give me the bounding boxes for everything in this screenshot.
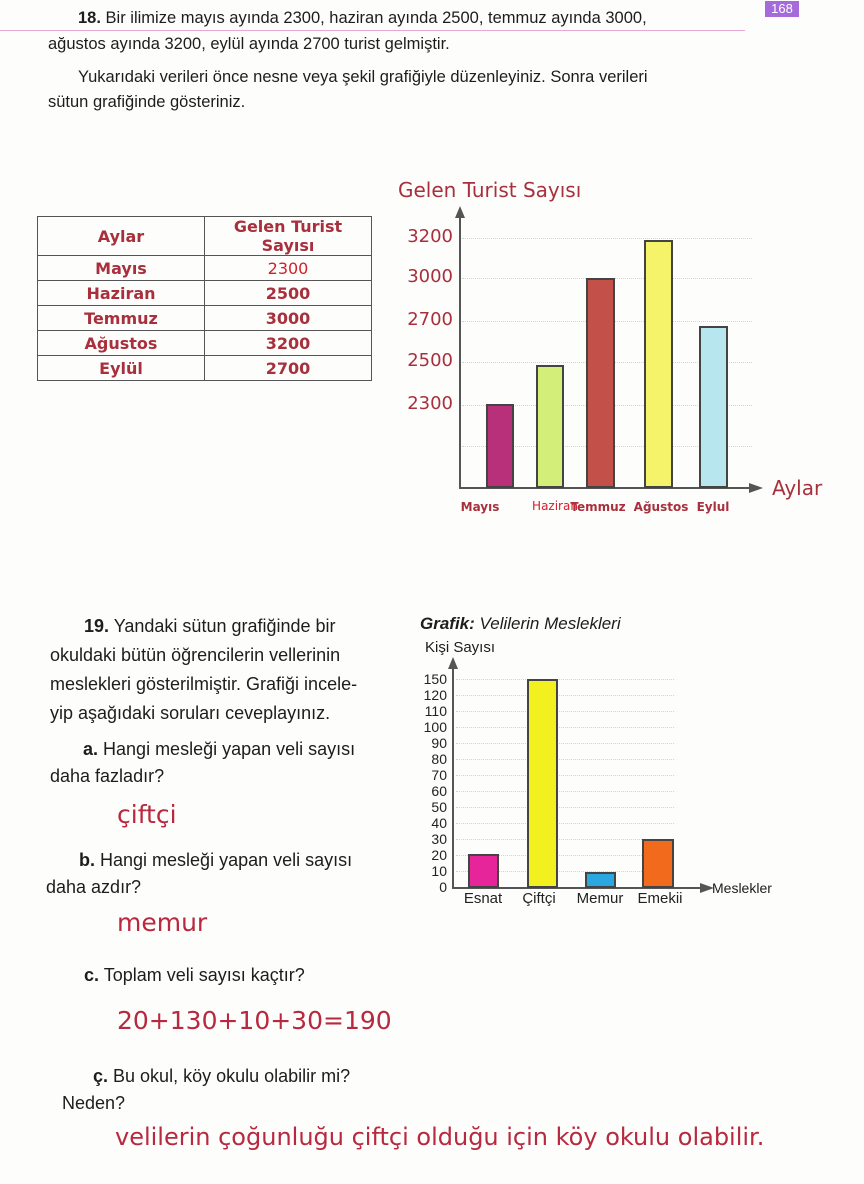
q19-prompt bbox=[50, 612, 385, 728]
q19-p3: meslekleri gösterilmiştir. Grafiği incele- bbox=[50, 674, 358, 694]
gridline bbox=[456, 743, 674, 744]
table-cell: 2500 bbox=[205, 281, 372, 306]
y-tick: 150 bbox=[423, 671, 447, 687]
y-tick: 40 bbox=[431, 815, 447, 831]
table-header-count: Gelen Turist Sayısı bbox=[205, 217, 372, 256]
x-label: Ağustos bbox=[633, 500, 689, 514]
q18-instr1: Yukarıdaki verileri önce nesne veya şekil grafiğiyle düzenleyiniz. Sonra verileri bbox=[78, 68, 648, 86]
q19-a bbox=[50, 736, 355, 790]
q19-b-q1: Hangi mesleği yapan veli sayısı bbox=[100, 850, 353, 870]
q19-p1: Yandaki sütun grafiğinde bir bbox=[113, 616, 336, 636]
bar-agustos bbox=[644, 240, 673, 488]
chart1-y-axis bbox=[459, 214, 461, 488]
y-tick: 60 bbox=[431, 783, 447, 799]
chart2-title bbox=[420, 614, 621, 634]
gridline bbox=[462, 238, 752, 239]
q18-line1 bbox=[78, 5, 647, 31]
bar-mayis bbox=[486, 404, 514, 488]
bar-ciftci bbox=[527, 679, 558, 888]
y-tick: 3200 bbox=[407, 226, 453, 247]
table-header-months: Aylar bbox=[38, 217, 205, 256]
gridline bbox=[456, 807, 674, 808]
y-tick: 80 bbox=[431, 751, 447, 767]
chart2-ylabel: Kişi Sayısı bbox=[425, 639, 496, 656]
q19-c-label: c. bbox=[84, 965, 100, 985]
q19-number: 19. bbox=[84, 616, 110, 636]
q19-c-q1: Toplam veli sayısı kaçtır? bbox=[103, 965, 305, 985]
q18-number: 18. bbox=[78, 9, 101, 27]
table-cell: 2700 bbox=[205, 356, 372, 381]
q19-cc-label: ç. bbox=[93, 1066, 109, 1086]
bar-memur bbox=[585, 872, 616, 888]
y-tick: 10 bbox=[431, 863, 447, 879]
bar-esnat bbox=[468, 854, 499, 888]
chart1-title: Gelen Turist Sayısı bbox=[398, 178, 582, 202]
y-tick: 3000 bbox=[407, 266, 453, 287]
chart2-title-prefix: Grafik: bbox=[420, 614, 475, 633]
bar-haziran bbox=[536, 365, 564, 488]
gridline bbox=[456, 775, 674, 776]
chart2-xlabel: Meslekler bbox=[712, 880, 772, 896]
q19-b-label: b. bbox=[79, 850, 95, 870]
x-label: Emekii bbox=[637, 890, 683, 907]
gridline bbox=[456, 791, 674, 792]
q19-c bbox=[84, 962, 305, 988]
bar-emekii bbox=[642, 839, 674, 888]
y-tick: 0 bbox=[439, 879, 447, 895]
y-tick: 70 bbox=[431, 767, 447, 783]
y-tick: 120 bbox=[423, 687, 447, 703]
y-tick: 2700 bbox=[407, 309, 453, 330]
q19-cc-q1: Bu okul, köy okulu olabilir mi? bbox=[113, 1066, 351, 1086]
gridline bbox=[456, 711, 674, 712]
y-tick: 20 bbox=[431, 847, 447, 863]
q19-p2: okuldaki bütün öğrencilerin vellerinin bbox=[50, 645, 341, 665]
tourist-table bbox=[37, 216, 372, 381]
gridline bbox=[456, 679, 674, 680]
gridline bbox=[456, 823, 674, 824]
table-cell: 3000 bbox=[205, 306, 372, 331]
q19-a-q1: Hangi mesleği yapan veli sayısı bbox=[103, 739, 356, 759]
table-cell: 2300 bbox=[205, 256, 372, 281]
x-label: Mayıs bbox=[460, 500, 500, 514]
q19-a-answer: çiftçi bbox=[117, 800, 177, 829]
x-label: Çiftçi bbox=[522, 890, 556, 907]
q18-instr2: sütun grafiğinde gösteriniz. bbox=[48, 93, 246, 111]
q19-cc-answer: velilerin çoğunluğu çiftçi olduğu için köy okulu olabilir. bbox=[115, 1123, 765, 1151]
y-tick: 2300 bbox=[407, 393, 453, 414]
y-tick: 100 bbox=[423, 719, 447, 735]
table-cell: Haziran bbox=[38, 281, 205, 306]
y-tick: 50 bbox=[431, 799, 447, 815]
y-tick: 110 bbox=[424, 703, 447, 719]
x-label: Memur bbox=[576, 890, 624, 907]
table-cell: Ağustos bbox=[38, 331, 205, 356]
q18-line2: ağustos ayında 3200, eylül ayında 2700 turist gelmiştir. bbox=[48, 35, 450, 53]
gridline bbox=[456, 759, 674, 760]
x-label: Esnat bbox=[463, 890, 503, 907]
table-cell: Mayıs bbox=[38, 256, 205, 281]
table-cell: Temmuz bbox=[38, 306, 205, 331]
x-label: Temmuz bbox=[570, 500, 626, 514]
gridline bbox=[456, 727, 674, 728]
x-label: Haziran bbox=[532, 499, 578, 513]
q19-cc bbox=[62, 1063, 350, 1117]
x-axis-arrow-icon bbox=[749, 483, 763, 493]
q19-b-answer: memur bbox=[117, 908, 208, 937]
y-tick: 30 bbox=[431, 831, 447, 847]
x-label: Eylul bbox=[696, 500, 730, 514]
q19-cc-q2: Neden? bbox=[62, 1093, 126, 1113]
bar-temmuz bbox=[586, 278, 615, 488]
q19-b bbox=[46, 847, 352, 901]
page-number-badge: 168 bbox=[765, 1, 799, 17]
chart2-title-main: Velilerin Meslekleri bbox=[479, 614, 621, 633]
q19-a-q2: daha fazladır? bbox=[50, 766, 165, 786]
q19-p4: yip aşağıdaki soruları ceveplayınız. bbox=[50, 703, 331, 723]
chart2-y-axis bbox=[452, 666, 454, 888]
bar-eylul bbox=[699, 326, 728, 488]
chart1-xlabel: Aylar bbox=[772, 476, 823, 500]
table-cell: Eylül bbox=[38, 356, 205, 381]
q18-text1: Bir ilimize mayıs ayında 2300, haziran ayında 2500, temmuz ayında 3000, bbox=[105, 9, 647, 27]
table-cell: 3200 bbox=[205, 331, 372, 356]
y-tick: 2500 bbox=[407, 350, 453, 371]
q19-c-answer: 20+130+10+30=190 bbox=[117, 1006, 392, 1035]
q19-b-q2: daha azdır? bbox=[46, 877, 142, 897]
y-tick: 90 bbox=[431, 735, 447, 751]
gridline bbox=[456, 695, 674, 696]
q19-a-label: a. bbox=[83, 739, 99, 759]
